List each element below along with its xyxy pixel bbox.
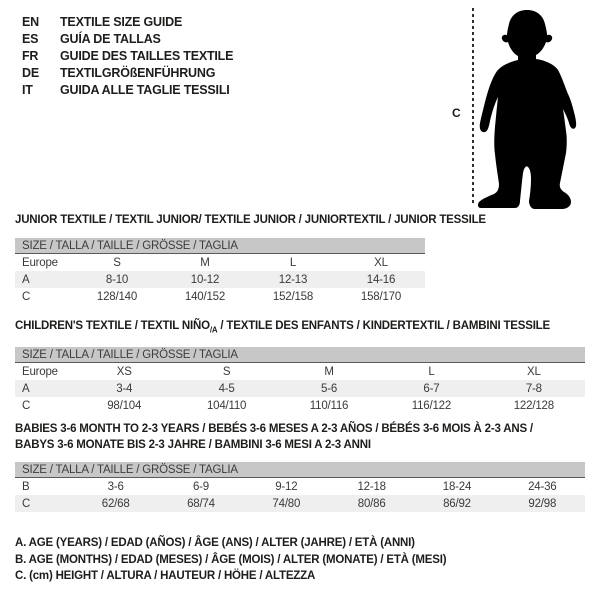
table-cell: 128/140 xyxy=(96,290,138,303)
children-section-heading xyxy=(15,320,550,334)
babies-section-heading-line2: BABYS 3-6 MONATE BIS 2-3 JAHRE / BAMBINI 3-6 MESI A 2-3 ANNI xyxy=(15,439,371,451)
table-cell: 62/68 xyxy=(101,497,130,510)
table-row xyxy=(15,478,585,495)
table-cell: 10-12 xyxy=(190,273,220,286)
language-code: ES xyxy=(22,31,39,46)
language-row-en xyxy=(22,13,233,30)
table-cell: 152/158 xyxy=(272,290,314,303)
note-height-cm: C. (cm) HEIGHT / ALTURA / HAUTEUR / HÖHE / ALTEZZA xyxy=(15,570,316,582)
table-cell: 9-12 xyxy=(275,480,298,493)
language-row-it xyxy=(22,81,233,98)
babies-size-table xyxy=(15,462,585,512)
legend-notes xyxy=(15,537,446,587)
table-cell: 104/110 xyxy=(206,399,247,412)
table-cell: 74/80 xyxy=(272,497,301,510)
size-header-bar: SIZE / TALLA / TAILLE / GRÖSSE / TAGLIA xyxy=(15,347,585,363)
table-cell: 12-13 xyxy=(278,273,308,286)
row-label: C xyxy=(22,399,31,412)
table-cell: XS xyxy=(116,365,132,378)
language-code: EN xyxy=(22,14,39,29)
note-age-years: A. AGE (YEARS) / EDAD (AÑOS) / ÂGE (ANS) / ALTER (JAHRE) / ETÀ (ANNI) xyxy=(15,537,415,549)
row-label: C xyxy=(22,497,31,510)
table-cell: 80/86 xyxy=(357,497,386,510)
language-title: TEXTILE SIZE GUIDE xyxy=(60,14,183,29)
table-cell: 12-18 xyxy=(357,480,386,493)
children-heading-prefix: CHILDREN'S TEXTILE / TEXTIL NIÑO xyxy=(15,320,210,332)
table-row xyxy=(15,271,425,288)
row-label: C xyxy=(22,290,31,303)
table-row xyxy=(15,380,585,397)
row-label: Europe xyxy=(22,365,58,378)
table-row xyxy=(15,288,425,305)
table-cell: 7-8 xyxy=(525,382,542,395)
toddler-silhouette-image xyxy=(478,2,600,214)
junior-size-table xyxy=(15,238,425,305)
row-label: B xyxy=(22,480,30,493)
table-row xyxy=(15,495,585,512)
language-title: GUÍA DE TALLAS xyxy=(60,31,161,46)
children-heading-suffix: / TEXTILE DES ENFANTS / KINDERTEXTIL / BAMBINI TESSILE xyxy=(217,320,550,332)
children-heading-subscript: /A xyxy=(209,325,218,335)
language-title: GUIDA ALLE TAGLIE TESSILI xyxy=(60,82,230,97)
table-cell: 98/104 xyxy=(107,399,142,412)
language-row-es xyxy=(22,30,233,47)
table-cell: L xyxy=(428,365,435,378)
row-label: A xyxy=(22,273,30,286)
table-cell: 86/92 xyxy=(443,497,471,510)
table-row xyxy=(15,254,425,271)
size-header-bar: SIZE / TALLA / TAILLE / GRÖSSE / TAGLIA xyxy=(15,238,425,254)
size-header-bar: SIZE / TALLA / TAILLE / GRÖSSE / TAGLIA xyxy=(15,462,585,478)
table-cell: 6-9 xyxy=(192,480,209,493)
row-label: Europe xyxy=(22,256,58,269)
language-title: TEXTILGRÖßENFÜHRUNG xyxy=(60,65,216,80)
language-row-de xyxy=(22,64,233,81)
table-cell: 140/152 xyxy=(184,290,226,303)
table-cell: XL xyxy=(526,365,541,378)
table-cell: XL xyxy=(374,256,388,269)
language-list xyxy=(22,13,233,98)
table-cell: 122/128 xyxy=(513,399,554,412)
table-cell: 5-6 xyxy=(321,382,338,395)
table-cell: 158/170 xyxy=(360,290,402,303)
table-cell: 3-4 xyxy=(116,382,133,395)
table-cell: 8-10 xyxy=(105,273,129,286)
language-title: GUIDE DES TAILLES TEXTILE xyxy=(60,48,234,63)
table-cell: 24-36 xyxy=(528,480,557,493)
table-cell: 92/98 xyxy=(528,497,557,510)
table-cell: 110/116 xyxy=(309,399,349,412)
language-code: IT xyxy=(22,82,33,97)
table-cell: 6-7 xyxy=(423,382,440,395)
table-cell: 3-6 xyxy=(107,480,124,493)
table-cell: M xyxy=(324,365,334,378)
table-row xyxy=(15,397,585,414)
language-code: DE xyxy=(22,65,39,80)
table-cell: S xyxy=(222,365,231,378)
table-cell: M xyxy=(200,256,210,269)
table-row xyxy=(15,363,585,380)
table-cell: 116/122 xyxy=(411,399,452,412)
language-code: FR xyxy=(22,48,39,63)
children-size-table xyxy=(15,347,585,414)
table-cell: 14-16 xyxy=(366,273,396,286)
table-cell: L xyxy=(289,256,297,269)
junior-section-heading: JUNIOR TEXTILE / TEXTIL JUNIOR/ TEXTILE JUNIOR / JUNIORTEXTIL / JUNIOR TESSILE xyxy=(15,214,486,226)
height-c-label: C xyxy=(452,106,461,120)
language-row-fr xyxy=(22,47,233,64)
table-cell: 4-5 xyxy=(218,382,235,395)
height-measure-dashed-line xyxy=(472,8,474,206)
table-cell: S xyxy=(113,256,121,269)
table-cell: 68/74 xyxy=(187,497,215,510)
note-age-months: B. AGE (MONTHS) / EDAD (MESES) / ÂGE (MOIS) / ALTER (MONATE) / ETÀ (MESI) xyxy=(15,553,447,566)
babies-section-heading-line1: BABIES 3-6 MONTH TO 2-3 YEARS / BEBÉS 3-6 MESES A 2-3 AÑOS / BÉBÉS 3-6 MOIS À 2-3 ANS / xyxy=(15,423,533,435)
row-label: A xyxy=(22,382,30,395)
table-cell: 18-24 xyxy=(442,480,472,493)
